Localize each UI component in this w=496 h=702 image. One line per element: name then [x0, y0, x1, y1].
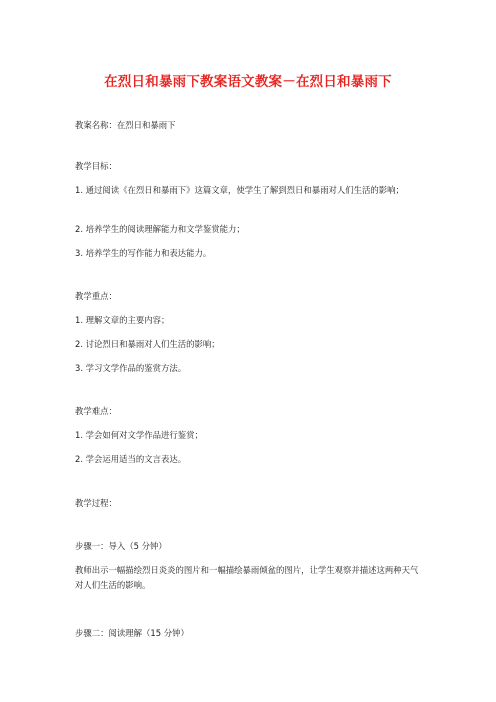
difficulty-item-2: 2. 学会运用适当的文言表达。	[75, 454, 187, 464]
document-title: 在烈日和暴雨下教案语文教案－在烈日和暴雨下	[104, 74, 392, 90]
step-2-heading: 步骤二：阅读理解（15 分钟）	[75, 628, 189, 638]
objective-item-1: 1. 通过阅读《在烈日和暴雨下》这篇文章，使学生了解到烈日和暴雨对人们生活的影响；	[75, 185, 404, 195]
difficulties-heading: 教学难点：	[75, 406, 117, 416]
objectives-heading: 教学目标：	[75, 161, 117, 171]
key-point-item-2: 2. 讨论烈日和暴雨对人们生活的影响；	[75, 339, 220, 349]
step-1-heading: 步骤一：导入（5 分钟）	[75, 541, 167, 551]
difficulty-item-1: 1. 学会如何对文学作品进行鉴赏；	[75, 430, 203, 440]
key-point-item-1: 1. 理解文章的主要内容；	[75, 315, 170, 325]
key-point-item-3: 3. 学习文学作品的鉴赏方法。	[75, 363, 187, 373]
lesson-name: 教案名称：在烈日和暴雨下	[75, 120, 176, 130]
process-heading: 教学过程：	[75, 498, 117, 508]
objective-item-2: 2. 培养学生的阅读理解能力和文学鉴赏能力；	[75, 224, 245, 234]
objective-item-3: 3. 培养学生的写作能力和表达能力。	[75, 248, 212, 258]
key-points-heading: 教学重点：	[75, 291, 117, 301]
step-1-text: 教师出示一幅描绘烈日炎炎的图片和一幅描绘暴雨倾盆的图片，让学生观察并描述这两种天气对人们生活的影响。	[75, 565, 419, 590]
